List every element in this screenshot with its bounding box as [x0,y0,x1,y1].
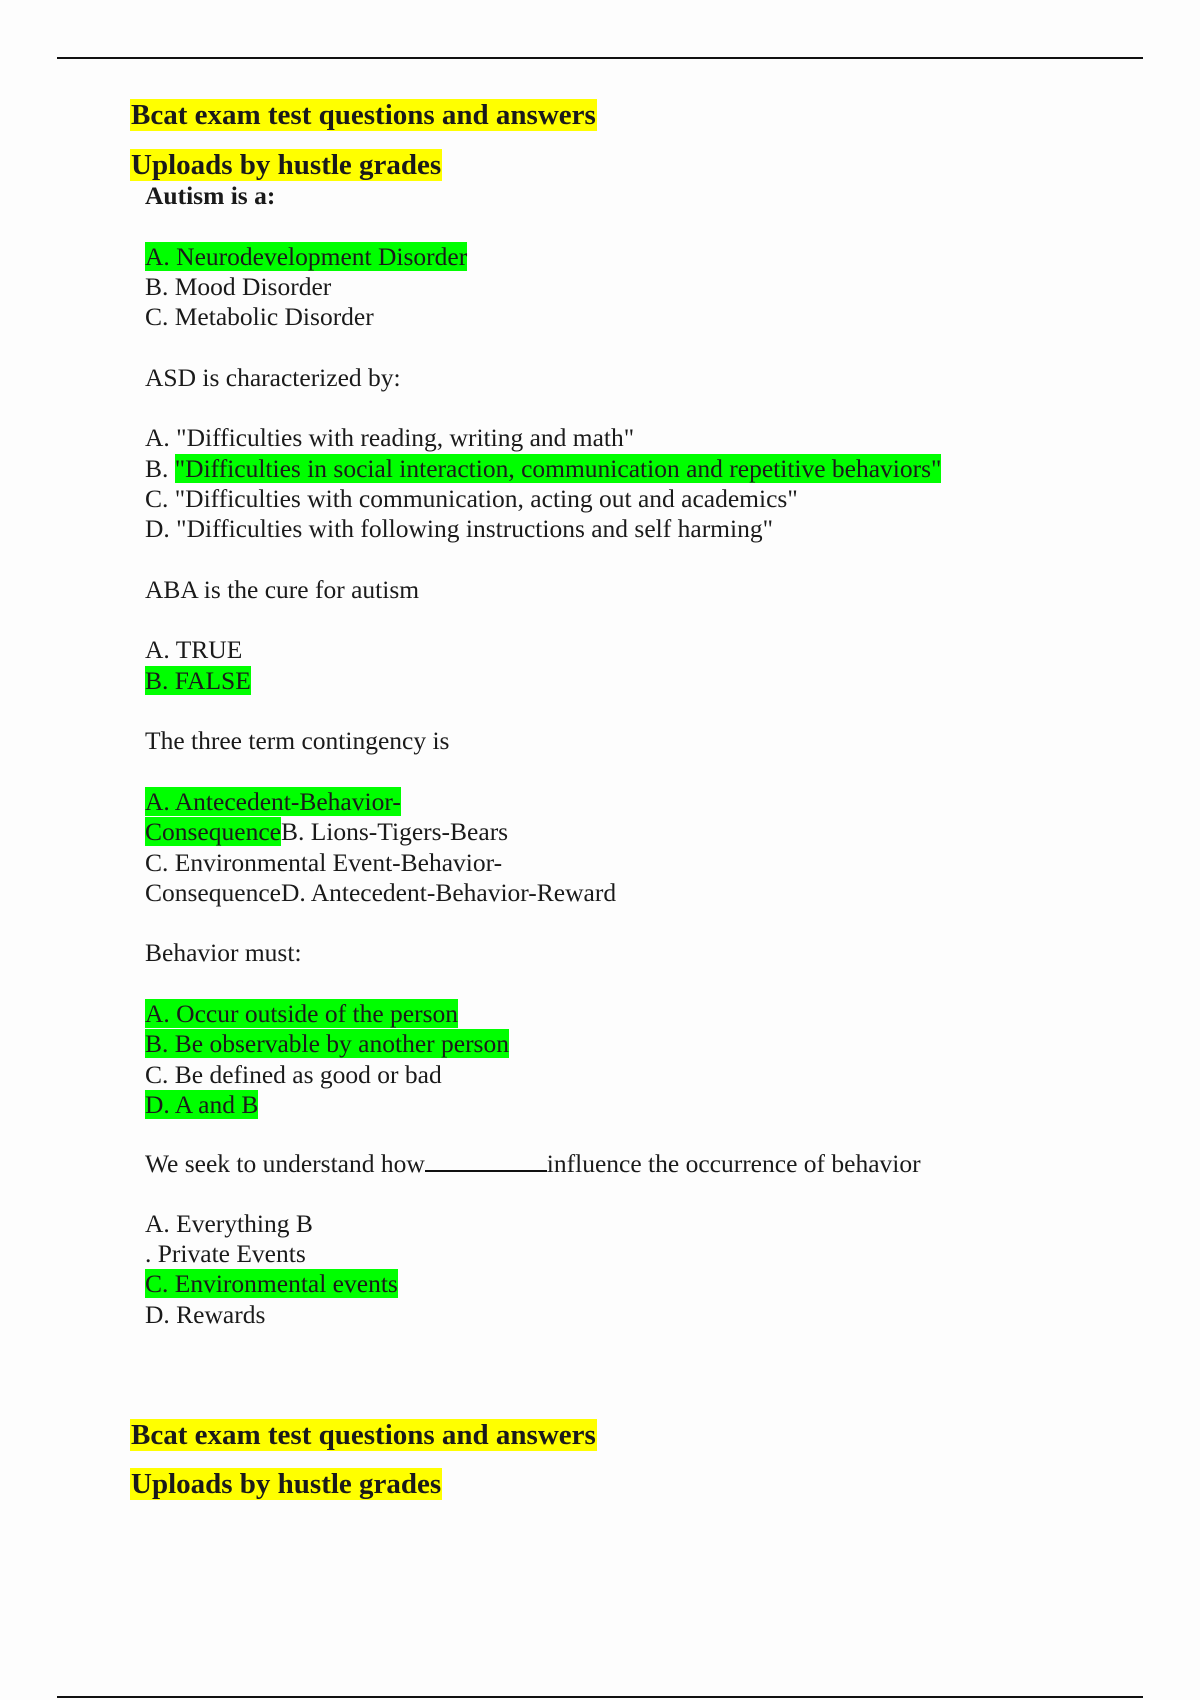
q4-option-a-line2 [145,817,941,847]
correct-answer: B. Be observable by another person [145,1029,509,1059]
q6-option-a: A. Everything B [145,1208,313,1238]
correct-answer: B. FALSE [145,665,251,695]
q2-option-b [145,454,941,484]
top-rule [57,57,1143,59]
q6-option-d: D. Rewards [145,1299,266,1329]
q1-option-a [145,242,941,272]
correct-answer: A. Neurodevelopment Disorder [145,241,468,271]
correct-answer: D. A and B [145,1089,259,1119]
q4-option-b: B. Lions-Tigers-Bears [280,817,509,847]
q5-option-d [145,1090,941,1120]
q2-option-c: C. "Difficulties with communication, acting out and academics" [145,483,798,513]
q4-option-d: D. Antecedent-Behavior-Reward [280,877,617,907]
question-6-start: We seek to understand how [145,1149,425,1179]
question-2: ASD is characterized by: [145,362,401,392]
question-list [145,181,941,1330]
footer-subtitle: Uploads by hustle grades [131,1468,442,1500]
correct-answer: A. Occur outside of the person [145,999,458,1029]
q2-option-b-prefix: B. [145,453,169,483]
q4-option-c-line2 [145,878,941,908]
correct-answer: C. Environmental events [145,1269,398,1299]
q4-option-a-line1 [145,787,941,817]
q4-option-c-end: Consequence [145,877,281,907]
q4-option-c-line1: C. Environmental Event-Behavior- [145,847,503,877]
q3-option-a: A. TRUE [145,635,243,665]
q1-option-c: C. Metabolic Disorder [145,302,374,332]
correct-answer: "Difficulties in social interaction, communication and repetitive behaviors" [174,453,942,483]
q2-option-a: A. "Difficulties with reading, writing and math" [145,423,635,453]
q6-option-c [145,1269,941,1299]
question-6 [145,1148,941,1178]
question-3: ABA is the cure for autism [145,574,420,604]
q5-option-b [145,1029,941,1059]
document-subtitle: Uploads by hustle grades [131,149,442,181]
bottom-rule [57,1696,1143,1698]
question-5: Behavior must: [145,938,302,968]
q5-option-a [145,999,941,1029]
document-title: Bcat exam test questions and answers [131,99,596,131]
question-4: The three term contingency is [145,726,450,756]
q6-option-b: . Private Events [145,1239,306,1269]
footer-title: Bcat exam test questions and answers [131,1419,596,1451]
fill-in-blank [425,1148,547,1172]
q5-option-c: C. Be defined as good or bad [145,1059,442,1089]
q1-option-b: B. Mood Disorder [145,271,332,301]
q3-option-b [145,666,941,696]
correct-answer: A. Antecedent-Behavior- [145,786,401,816]
q2-option-d: D. "Difficulties with following instructions and self harming" [145,514,774,544]
question-1: Autism is a: [145,181,276,210]
question-6-end: influence the occurrence of behavior [546,1149,921,1179]
correct-answer: Consequence [145,817,281,847]
